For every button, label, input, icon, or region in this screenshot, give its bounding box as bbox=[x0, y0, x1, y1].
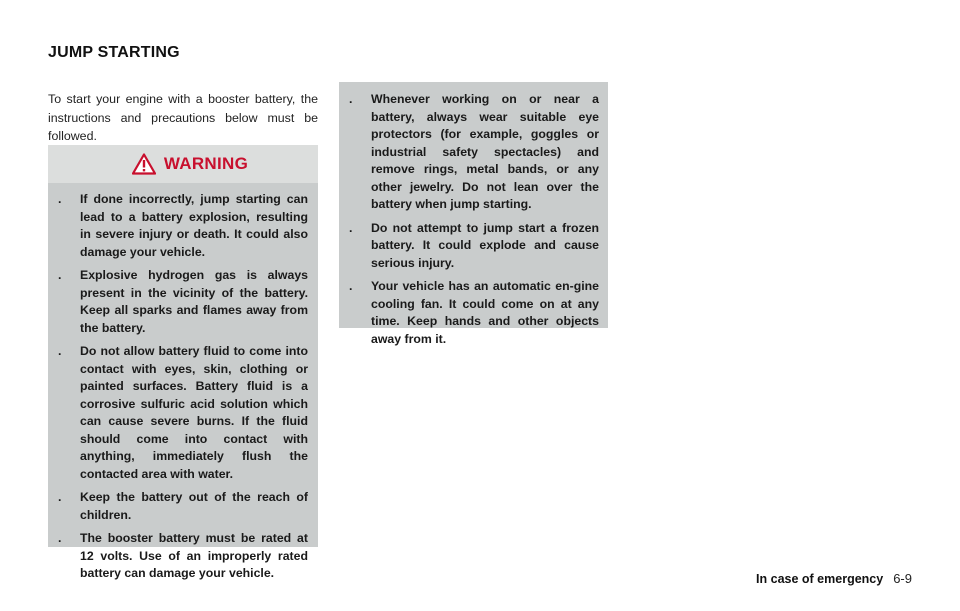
bullet: . bbox=[58, 344, 62, 358]
warning-item-text: The booster battery must be rated at 12 volts. Use of an improperly rated battery can damage your vehicle. bbox=[80, 531, 308, 580]
warning-item bbox=[58, 267, 308, 337]
warning-item-text: Your vehicle has an automatic en-gine cooling fan. It could come on at any time. Keep hands and other objects away from it. bbox=[371, 279, 599, 346]
warning-item bbox=[349, 278, 599, 348]
warning-header bbox=[48, 145, 318, 183]
warning-list-continued bbox=[339, 82, 608, 348]
page-footer bbox=[756, 571, 912, 586]
bullet: . bbox=[58, 531, 62, 545]
warning-item bbox=[58, 191, 308, 261]
warning-item-text: Keep the battery out of the reach of children. bbox=[80, 490, 308, 522]
warning-item bbox=[58, 530, 308, 583]
footer-section-title: In case of emergency bbox=[756, 572, 884, 586]
warning-item-text: Whenever working on or near a battery, always wear suitable eye protectors (for example, goggles or industrial safety spectacles) and remove rings, metal bands, or any other jewelry. Do not lean over the battery when jump starting. bbox=[371, 92, 599, 211]
warning-item bbox=[58, 343, 308, 483]
warning-item bbox=[58, 489, 308, 524]
page-heading: JUMP STARTING bbox=[48, 44, 180, 61]
bullet: . bbox=[58, 192, 62, 206]
warning-item-text: Do not allow battery fluid to come into contact with eyes, skin, clothing or painted surfaces. Battery fluid is a corrosive sulfuric acid solution which can cause severe burns. If the fluid should come into contact with anything, immediately flush the contacted area with water. bbox=[80, 344, 308, 481]
bullet: . bbox=[349, 92, 353, 106]
warning-box-continued bbox=[339, 82, 608, 346]
warning-triangle-icon bbox=[132, 153, 156, 175]
warning-item-text: Do not attempt to jump start a frozen battery. It could explode and cause serious injury. bbox=[371, 220, 599, 270]
warning-title: WARNING bbox=[163, 154, 249, 173]
intro-paragraph: To start your engine with a booster battery, the instructions and precautions below must be followed. bbox=[48, 92, 318, 144]
page-number: 6-9 bbox=[893, 571, 912, 586]
warning-box bbox=[48, 145, 318, 580]
warning-item bbox=[349, 220, 599, 273]
bullet: . bbox=[349, 279, 353, 293]
warning-item-text: Explosive hydrogen gas is always present in the vicinity of the battery. Keep all sparks and flames away from the battery. bbox=[80, 268, 308, 335]
warning-item bbox=[349, 91, 599, 214]
bullet: . bbox=[349, 220, 353, 235]
bullet: . bbox=[58, 268, 62, 282]
warning-item-text: If done incorrectly, jump starting can lead to a battery explosion, resulting in severe injury or death. It could also damage your vehicle. bbox=[80, 192, 308, 259]
warning-list bbox=[48, 183, 318, 583]
bullet: . bbox=[58, 490, 62, 504]
